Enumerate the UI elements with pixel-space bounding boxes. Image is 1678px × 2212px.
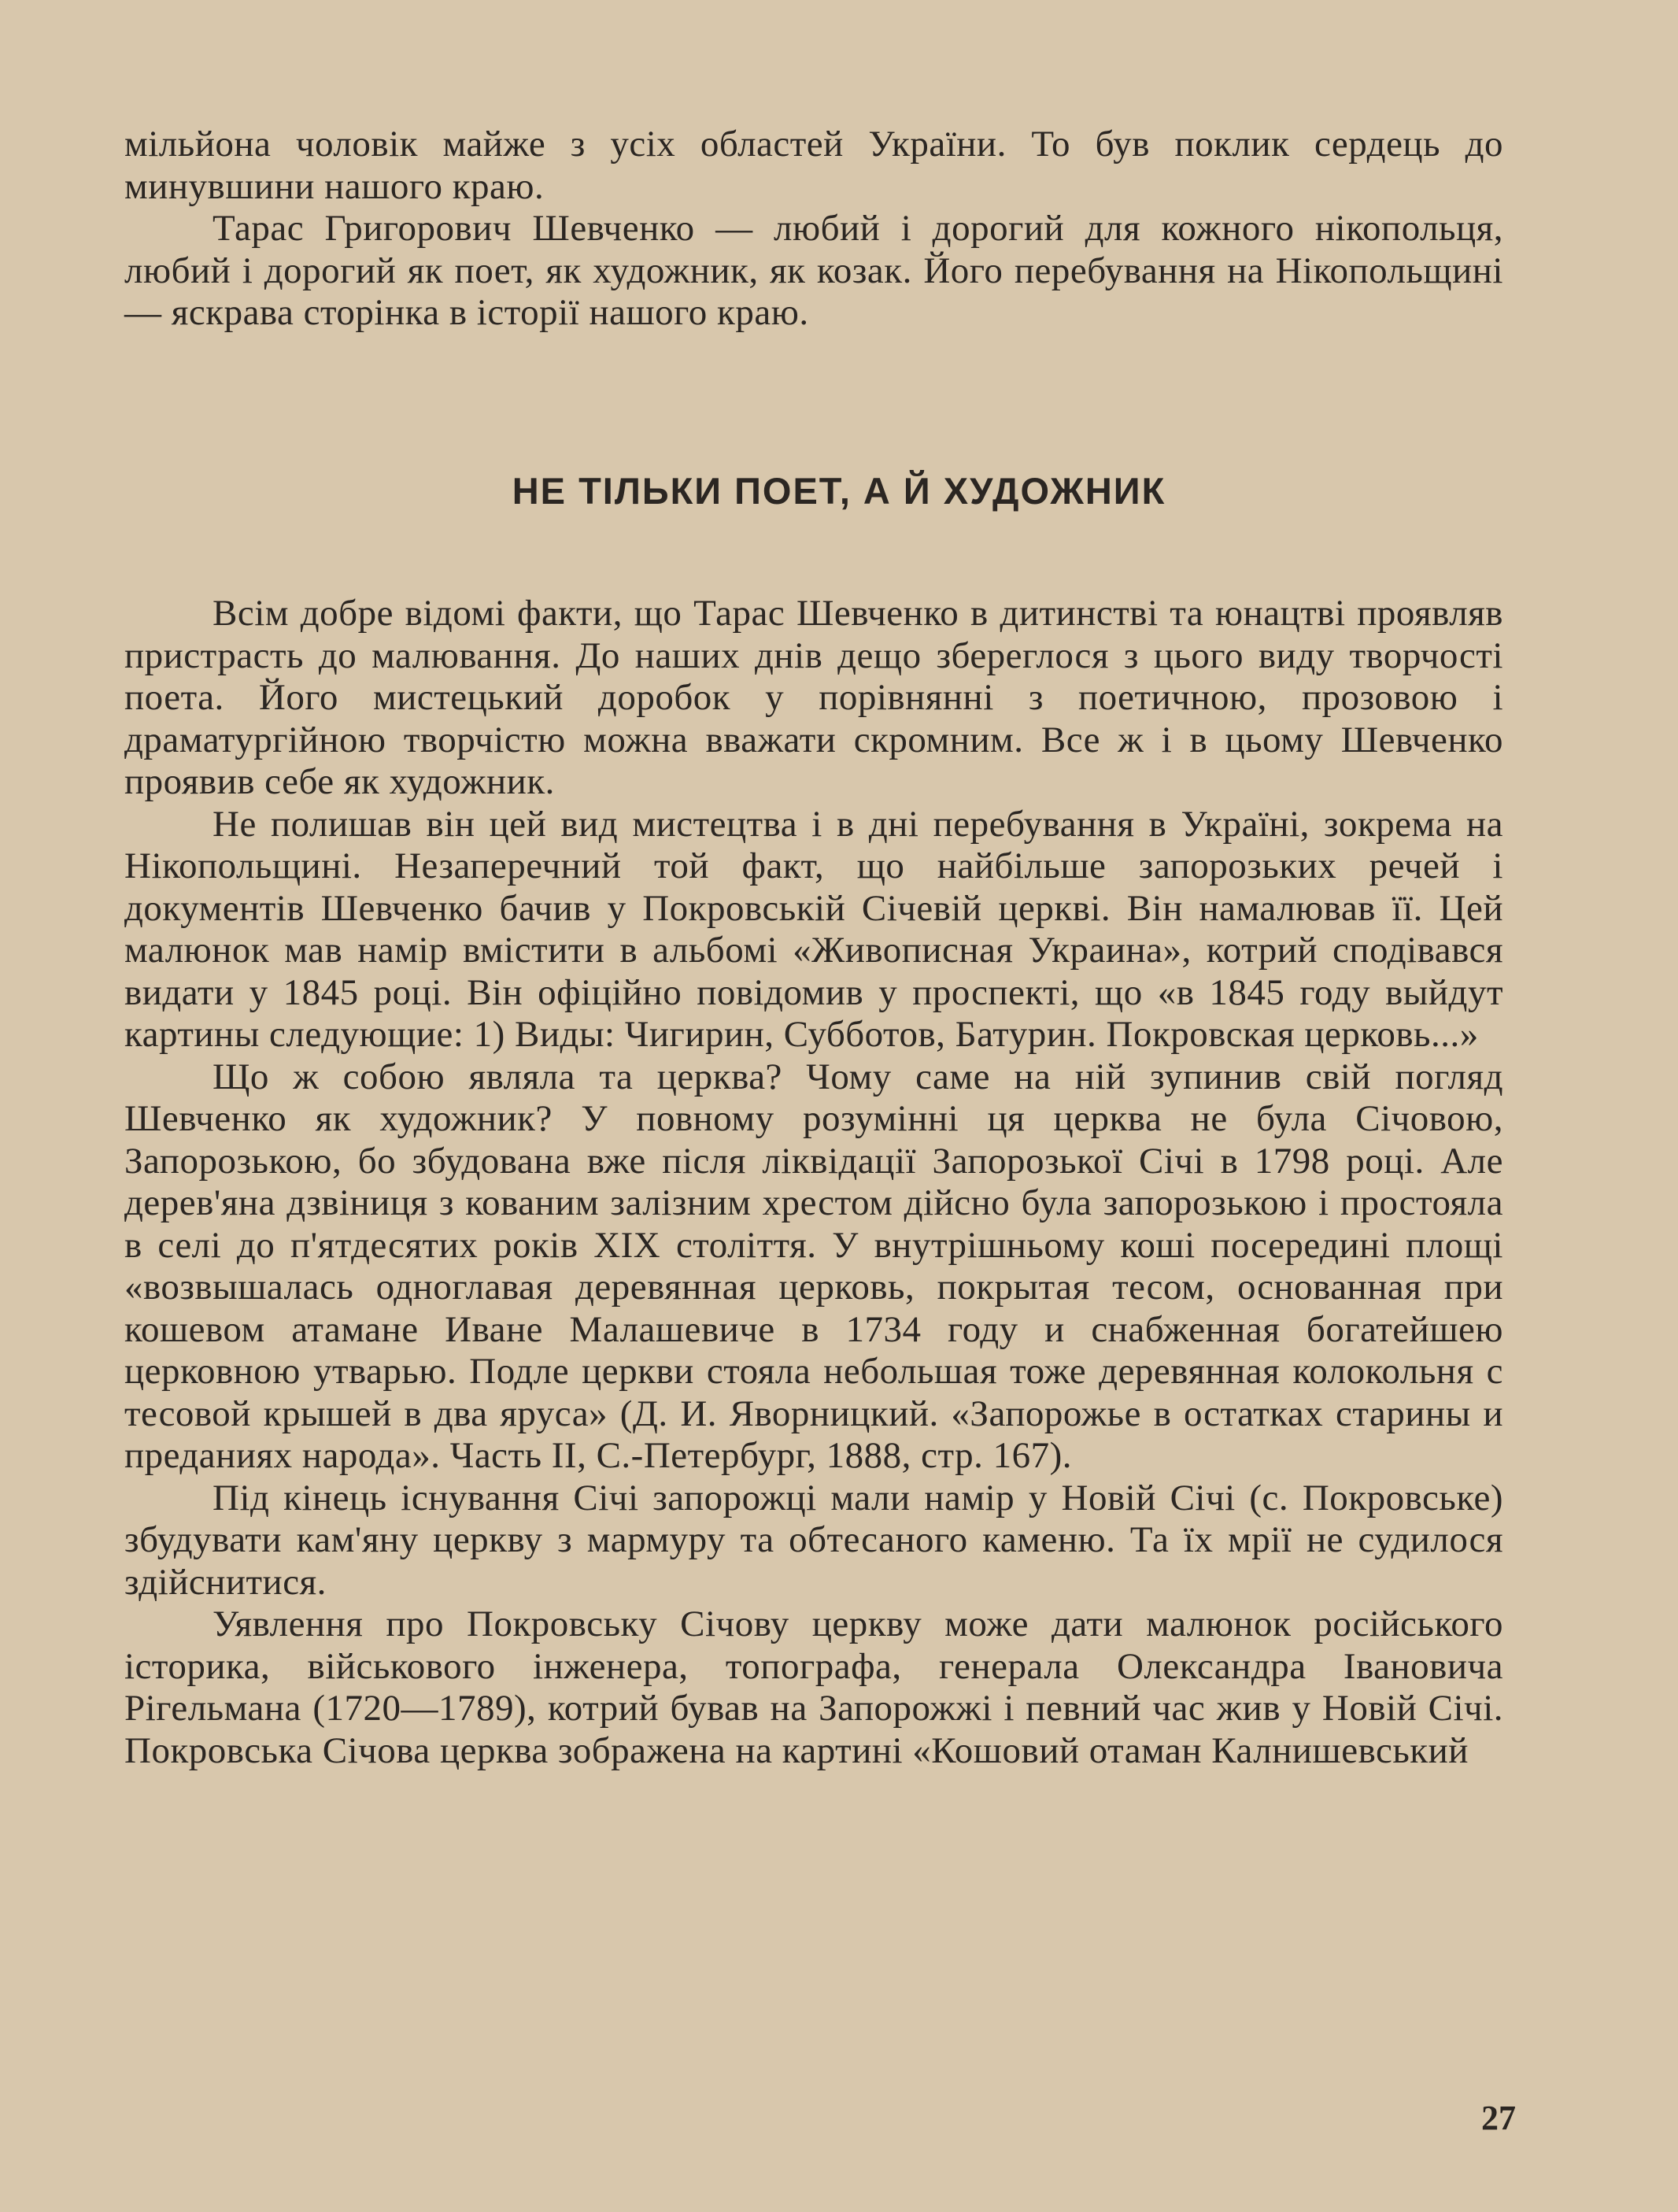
paragraph: Уявлення про Покровську Січову церкву може дати малюнок російського історика, військового інженера, топографа, генерала Олександра Івановича Рігельмана (1720—1789), котрий бував на Запорожжі і певний час жив у Новій Січі. Покровська Січова церква зображена на картині «Кошовий отаман Калнишевський	[124, 1604, 1503, 1771]
paragraph: мільйона чоловік майже з усіх областей України. То був поклик сердець до минувшини нашого краю.	[124, 124, 1503, 207]
intro-text	[124, 124, 1503, 335]
page-number: 27	[1481, 2099, 1516, 2137]
paragraph: Не полишав він цей вид мистецтва і в дні перебування в Україні, зокрема на Нікопольщині. Незаперечний той факт, що найбільше запорозьких речей і документів Шевченко бачив у Покровській Січевій церкві. Він намалював її. Цей малюнок мав намір вмістити в альбомі «Живописная Украина», котрий сподівався видати у 1845 році. Він офіційно повідомив у проспекті, що «в 1845 году выйдут картины следующие: 1) Виды: Чигирин, Субботов, Батурин. Покровская церковь...»	[124, 803, 1503, 1055]
paragraph: Тарас Григорович Шевченко — любий і дорогий для кожного нікопольця, любий і дорогий як поет, як художник, як козак. Його перебування на Нікопольщині — яскрава сторінка в історії нашого краю.	[124, 208, 1503, 333]
paragraph: Під кінець існування Січі запорожці мали намір у Новій Січі (с. Покровське) збудувати кам'яну церкву з мармуру та обтесаного каменю. Та їх мрії не судилося здійснитися.	[124, 1477, 1503, 1603]
section-heading: НЕ ТІЛЬКИ ПОЕТ, А Й ХУДОЖНИК	[512, 470, 1166, 512]
section-text	[124, 593, 1503, 1772]
paragraph: Всім добре відомі факти, що Тарас Шевченко в дитинстві та юнацтві проявляв пристрасть до малювання. До наших днів дещо збереглося з цього виду творчості поета. Його мистецький доробок у порівнянні з поетичною, прозовою і драматургійною творчістю можна вважати скромним. Все ж і в цьому Шевченко проявив себе як художник.	[124, 593, 1503, 802]
paragraph: Що ж собою являла та церква? Чому саме на ній зупинив свій погляд Шевченко як художник? У повному розумінні ця церква не була Січовою, Запорозькою, бо збудована вже після ліквідації Запорозької Січі в 1798 році. Але дерев'яна дзвіниця з кованим залізним хрестом дійсно була запорозькою і простояла в селі до п'ятдесятих років XIX століття. У внутрішньому коші посередині площі «возвышалась одноглавая деревянная церковь, покрытая тесом, основанная при кошевом атамане Иване Малашевиче в 1734 году и снабженная богатейшею церковною утварью. Подле церкви стояла небольшая тоже деревянная колокольня с тесовой крышей в два яруса» (Д. И. Яворницкий. «Запорожье в остатках старины и преданиях народа». Часть II, С.-Петербург, 1888, стр. 167).	[124, 1056, 1503, 1476]
